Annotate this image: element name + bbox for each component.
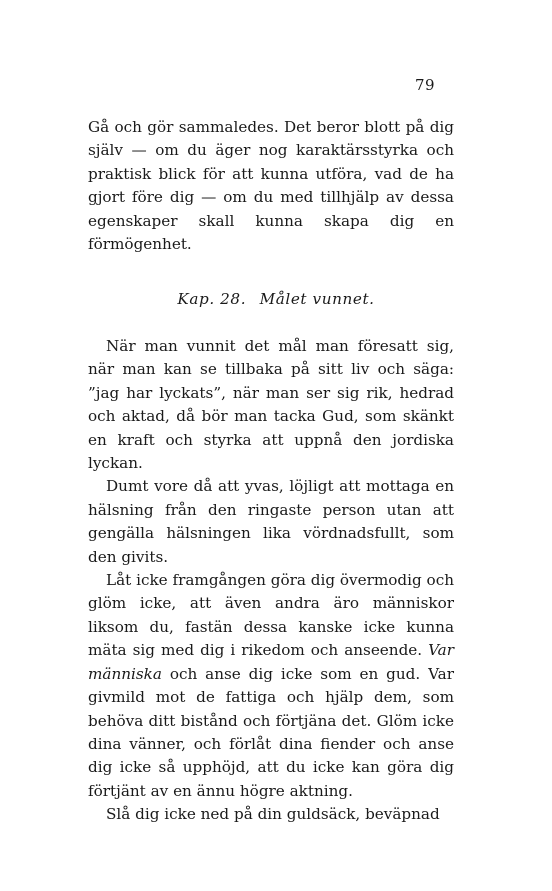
page-number: 79	[415, 76, 436, 94]
paragraph-3-text-before: Låt icke framgången göra dig övermodig och glöm icke, att även andra äro människor liksom du, fastän dessa kanske icke kunna mäta sig med dig i rikedom och anseende.	[88, 571, 454, 660]
paragraph-4: Slå dig icke ned på din guldsäck, beväpnad	[106, 805, 440, 824]
paragraph-3-text-after: och anse dig icke som en gud. Var givmild mot de fattiga och hjälp dem, som behöva ditt bistånd och förtjäna det. Glöm icke dina vänner, och förlåt dina fiender och anse dig icke så upphöjd, att du icke kan göra dig förtjänt av en ännu högre aktning.	[88, 664, 454, 800]
paragraph-3-emphasis: Var människa	[88, 641, 454, 683]
paragraph-2: Dumt vore då att yvas, löjligt att mottaga en hälsning från den ringaste person utan att gengälla hälsningen lika vördnadsfullt, som den givits.	[88, 477, 454, 566]
paragraph-1: När man vunnit det mål man föresatt sig, när man kan se tillbaka på sitt liv och säga: ”jag har lyckats”, när man ser sig rik, hedrad och aktad, då bör man tacka Gud, som skänkt en kraft och styrka att uppnå den jordiska lyckan.	[88, 337, 454, 473]
chapter-title: Målet vunnet.	[259, 290, 375, 308]
paragraph-3	[88, 569, 454, 803]
chapter-heading	[0, 290, 552, 308]
chapter-text-block	[88, 335, 454, 827]
intro-paragraph: Gå och gör sammaledes. Det beror blott på dig själv — om du äger nog karaktärsstyrka och praktisk blick för att kunna utföra, vad de ha gjort före dig — om du med tillhjälp av dessa egenskaper skall kunna skapa dig en förmögenhet.	[88, 118, 454, 254]
intro-text-block	[88, 116, 454, 256]
chapter-number: Kap. 28.	[177, 290, 247, 308]
